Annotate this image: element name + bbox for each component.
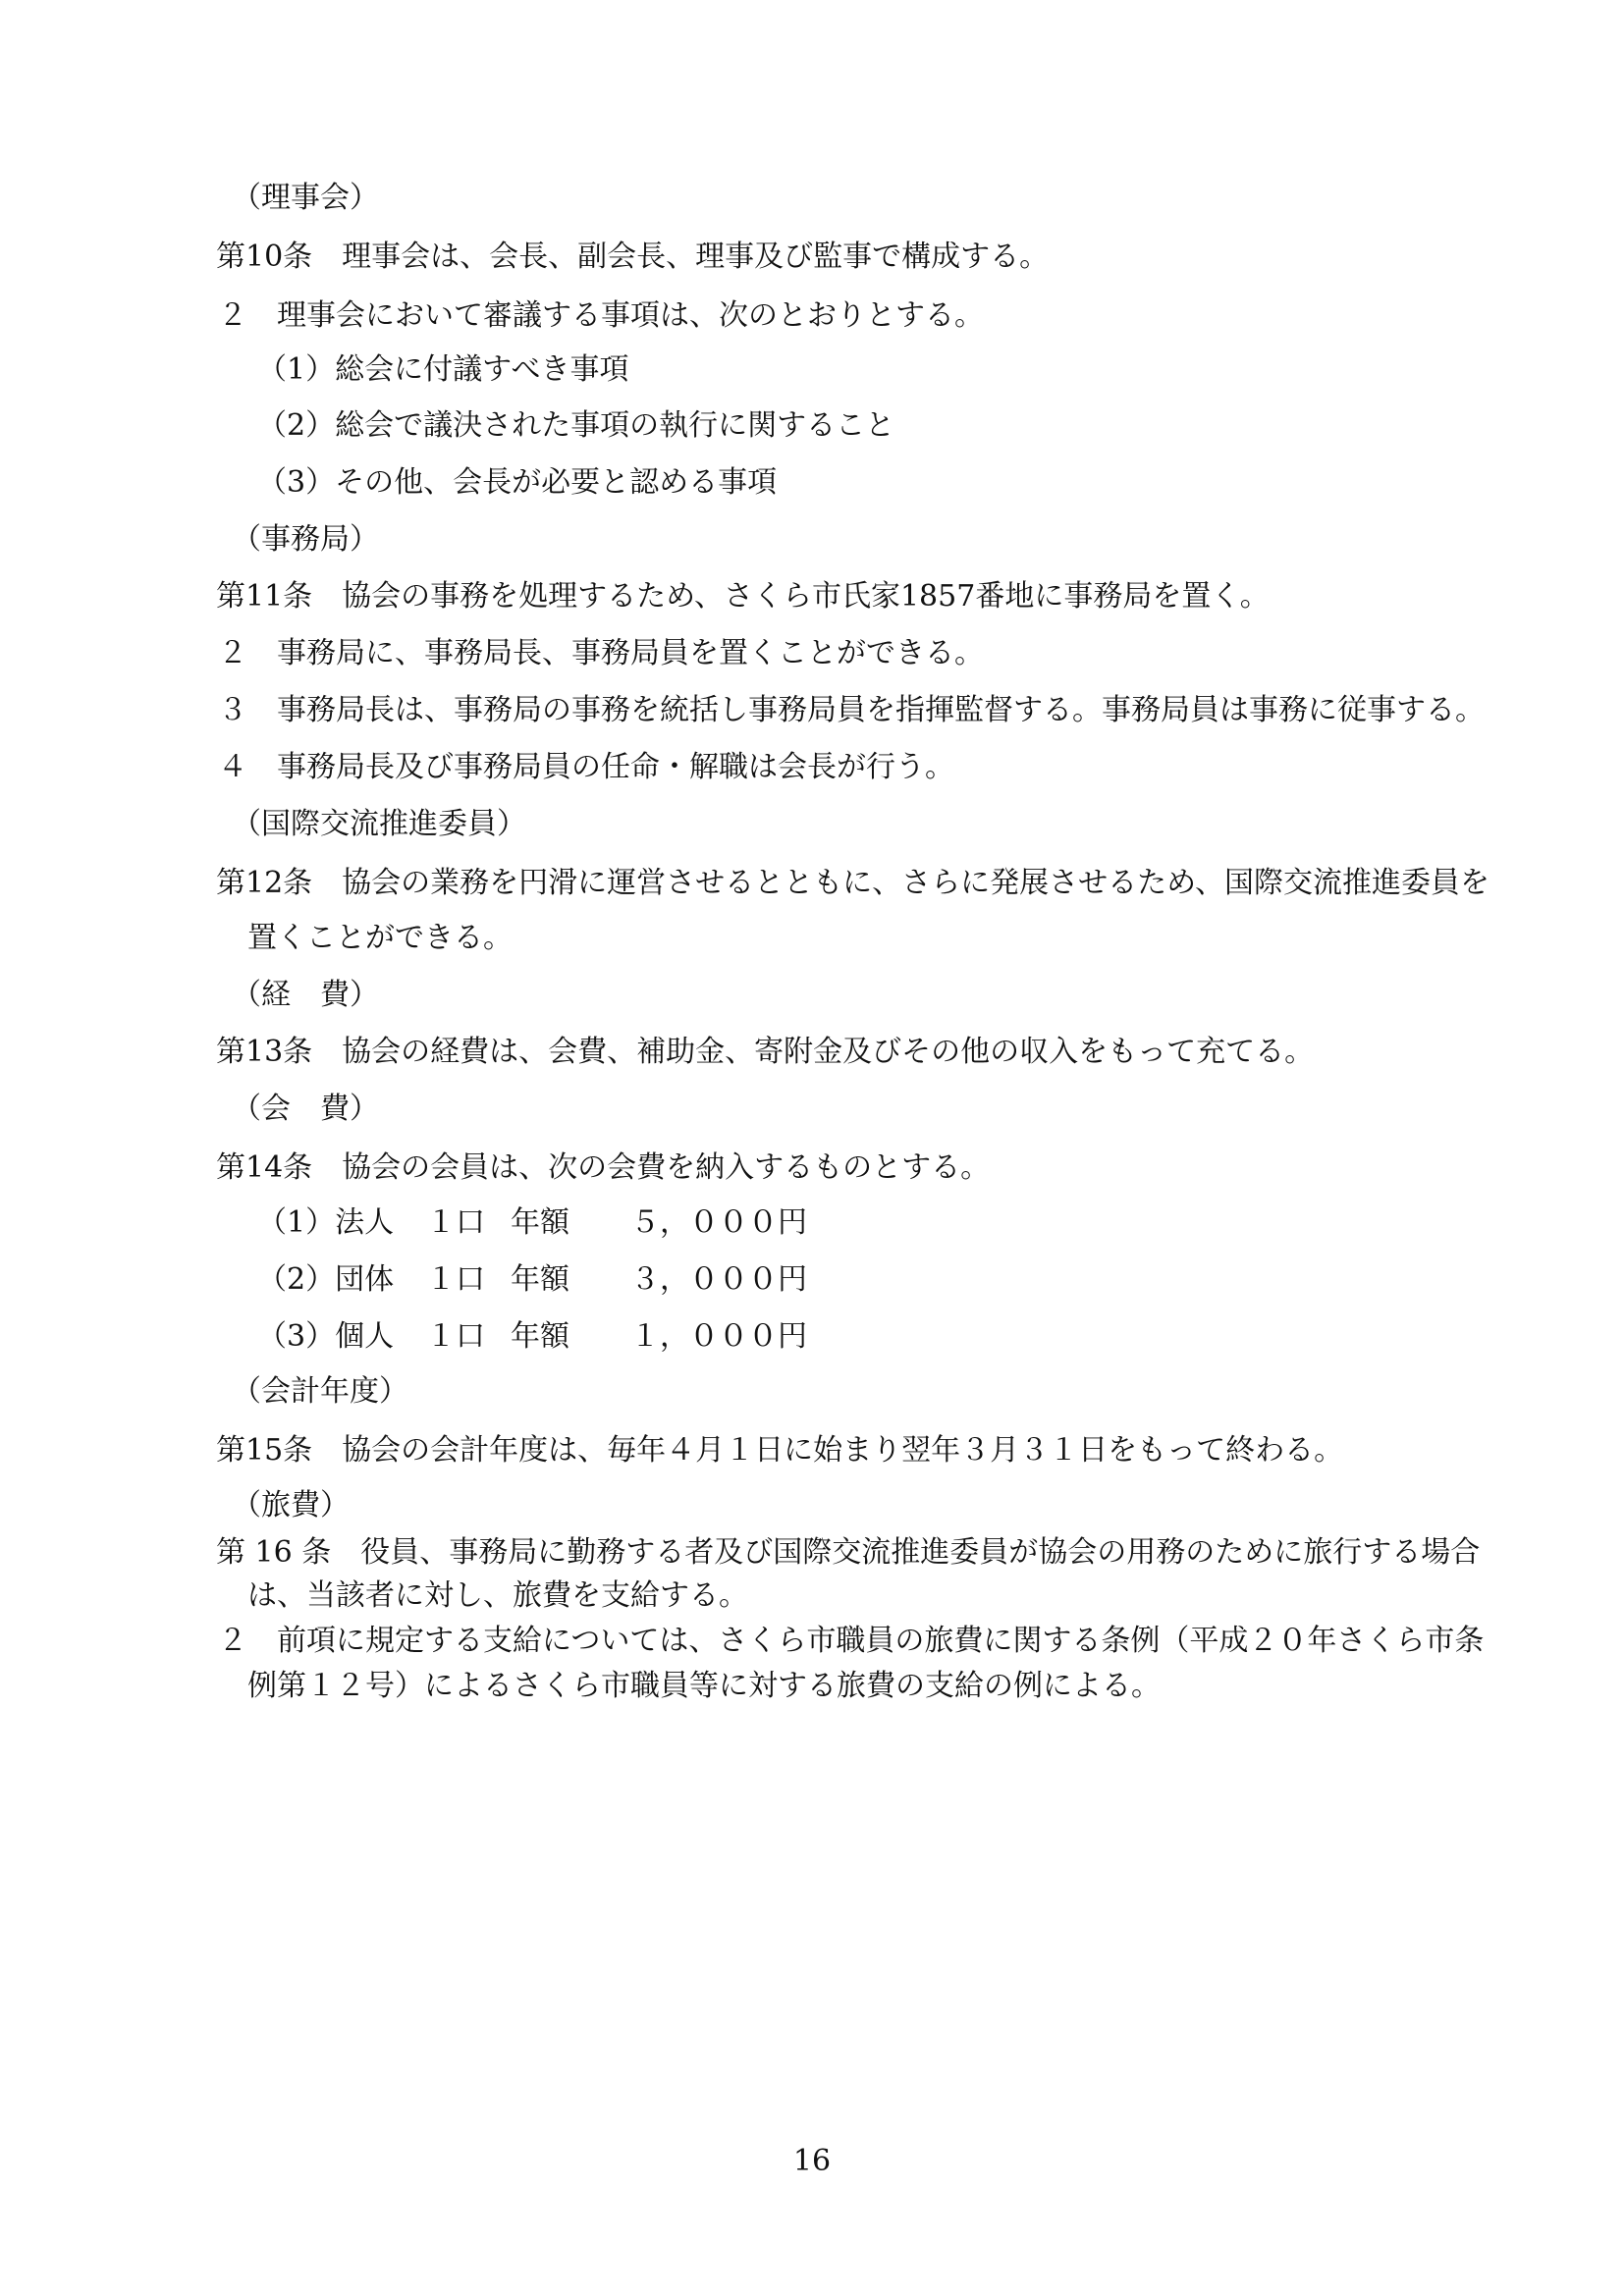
article-12: 第12条 協会の業務を円滑に運営させるとともに、さらに発展させるため、国際交流推進委員を: [216, 866, 1489, 900]
article-11-paragraph-3: ３ 事務局長は、事務局の事務を統括し事務局員を指揮監督する。事務局員は事務に従事する。: [218, 693, 1485, 727]
fee-unit: １口: [426, 1205, 485, 1240]
fee-unit: １口: [426, 1319, 485, 1354]
fee-amount: ５，０００円: [630, 1205, 807, 1240]
page-number: 16: [792, 2144, 832, 2178]
section-heading-committee: （国際交流推進委員）: [232, 807, 526, 841]
fee-item: （1）法人: [257, 1205, 395, 1240]
section-heading-expenses: （経 費）: [232, 978, 379, 1012]
fee-period: 年額: [511, 1262, 569, 1297]
section-heading-secretariat: （事務局）: [232, 522, 379, 557]
article-16-continued: は、当該者に対し、旅費を支給する。: [247, 1578, 748, 1613]
article-10-item-2: （2）総会で議決された事項の執行に関すること: [257, 408, 895, 443]
article-11: 第11条 協会の事務を処理するため、さくら市氏家1857番地に事務局を置く。: [216, 579, 1270, 614]
article-10: 第10条 理事会は、会長、副会長、理事及び監事で構成する。: [216, 240, 1050, 274]
fee-period: 年額: [511, 1319, 569, 1354]
article-14: 第14条 協会の会員は、次の会費を納入するものとする。: [216, 1150, 991, 1185]
article-10-item-1: （1）総会に付議すべき事項: [257, 352, 629, 387]
section-heading-fiscal-year: （会計年度）: [232, 1374, 408, 1409]
article-11-paragraph-2: ２ 事務局に、事務局長、事務局員を置くことができる。: [218, 636, 984, 670]
section-heading-fees: （会 費）: [232, 1092, 379, 1126]
article-13: 第13条 協会の経費は、会費、補助金、寄附金及びその他の収入をもって充てる。: [216, 1035, 1315, 1069]
article-10-paragraph-2: ２ 理事会において審議する事項は、次のとおりとする。: [218, 298, 984, 333]
section-heading-board: （理事会）: [232, 181, 379, 215]
fee-item: （2）団体: [257, 1262, 395, 1297]
article-15: 第15条 協会の会計年度は、毎年４月１日に始まり翌年３月３１日をもって終わる。: [216, 1433, 1344, 1468]
article-16: 第 16 条 役員、事務局に勤務する者及び国際交流推進委員が協会の用務のために旅行する場合: [216, 1535, 1481, 1570]
article-16-paragraph-2-continued: 例第１２号）によるさくら市職員等に対する旅費の支給の例による。: [247, 1669, 1161, 1703]
fee-period: 年額: [511, 1205, 569, 1240]
fee-item: （3）個人: [257, 1319, 395, 1354]
article-11-paragraph-4: ４ 事務局長及び事務局員の任命・解職は会長が行う。: [218, 750, 954, 784]
fee-amount: ３，０００円: [630, 1262, 807, 1297]
article-10-item-3: （3）その他、会長が必要と認める事項: [257, 465, 778, 500]
article-16-paragraph-2: ２ 前項に規定する支給については、さくら市職員の旅費に関する条例（平成２０年さくら市条: [218, 1624, 1485, 1658]
fee-unit: １口: [426, 1262, 485, 1297]
section-heading-travel: （旅費）: [232, 1488, 350, 1522]
article-12-continued: 置くことができる。: [247, 921, 513, 955]
fee-amount: １，０００円: [630, 1319, 807, 1354]
